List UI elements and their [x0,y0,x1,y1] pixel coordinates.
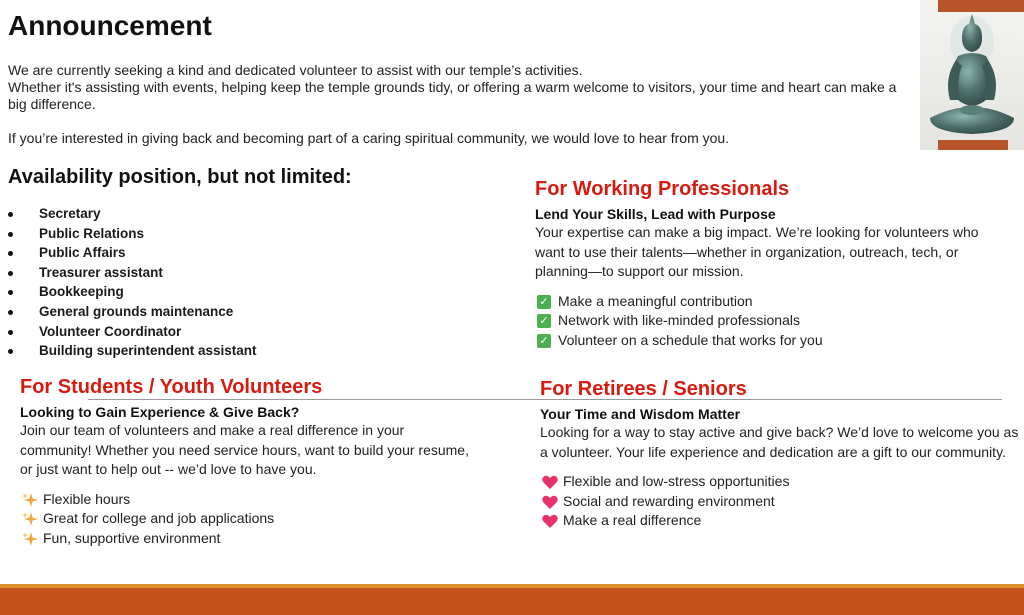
list-item: Social and rewarding environment [540,492,1020,512]
sparkle-icon [22,511,38,527]
check-icon: ✓ [537,334,551,348]
professionals-body: Your expertise can make a big impact. We’re looking for volunteers who want to use their talents—whether in organization, outreach, tech, or planning—to support our mission. [535,224,979,279]
bullet-icon [8,310,13,315]
sparkle-icon [22,531,38,547]
intro-line-3: If you’re interested in giving back and becoming part of a caring spiritual community, we would love to hear from you. [8,130,730,146]
list-item: Treasurer assistant [8,263,257,283]
list-item: Flexible hours [20,490,470,510]
check-icon: ✓ [537,295,551,309]
bullet-icon [8,232,13,237]
check-icon: ✓ [537,314,551,328]
professionals-title: For Working Professionals [535,178,790,200]
sparkle-icon [22,492,38,508]
retirees-section [540,378,1020,531]
bullet-icon [8,330,13,335]
availability-heading: Availability position, but not limited: [8,166,352,188]
bullet-icon [8,290,13,295]
list-item: Public Relations [8,224,257,244]
buddha-statue-image [920,0,1024,150]
heart-icon [542,495,558,509]
list-item: Public Affairs [8,243,257,263]
bullet-icon [8,349,13,354]
retirees-title: For Retirees / Seniors [540,378,747,400]
bullet-icon [8,212,13,217]
heart-icon [542,514,558,528]
students-title: For Students / Youth Volunteers [20,376,323,398]
intro-text [8,62,908,147]
positions-list [8,204,257,361]
list-item: Make a real difference [540,511,1020,531]
intro-line-1: We are currently seeking a kind and dedicated volunteer to assist with our temple’s activities. [8,62,583,78]
page-title: Announcement [8,10,212,41]
list-item: Flexible and low-stress opportunities [540,472,1020,492]
list-item: Volunteer Coordinator [8,322,257,342]
list-item: Secretary [8,204,257,224]
bullet-icon [8,251,13,256]
professionals-subtitle: Lend Your Skills, Lead with Purpose [535,206,776,222]
students-body: Join our team of volunteers and make a real difference in your community! Whether you need service hours, want to build your resume, or just want to help out -- we’d love to have you. [20,422,469,477]
list-item: Building superintendent assistant [8,341,257,361]
footer-band [0,588,1024,615]
students-features [20,490,470,549]
list-item: ✓ Make a meaningful contribution [535,292,1005,312]
list-item: Bookkeeping [8,282,257,302]
list-item: General grounds maintenance [8,302,257,322]
bullet-icon [8,271,13,276]
intro-line-2: Whether it's assisting with events, helping keep the temple grounds tidy, or offering a warm welcome to visitors, your time and heart can make a big difference. [8,79,897,112]
list-item: ✓ Network with like-minded professionals [535,311,1005,331]
professionals-section [535,178,1005,350]
list-item: Fun, supportive environment [20,529,470,549]
professionals-features [535,292,1005,351]
retirees-body: Looking for a way to stay active and give back? We’d love to welcome you as a volunteer. Your life experience and dedication are a gift to our community. [540,424,1019,460]
heart-icon [542,475,558,489]
list-item: Great for college and job applications [20,509,470,529]
list-item: ✓ Volunteer on a schedule that works for you [535,331,1005,351]
retirees-subtitle: Your Time and Wisdom Matter [540,406,741,422]
students-section [20,376,470,548]
retirees-features [540,472,1020,531]
students-subtitle: Looking to Gain Experience & Give Back? [20,404,300,420]
